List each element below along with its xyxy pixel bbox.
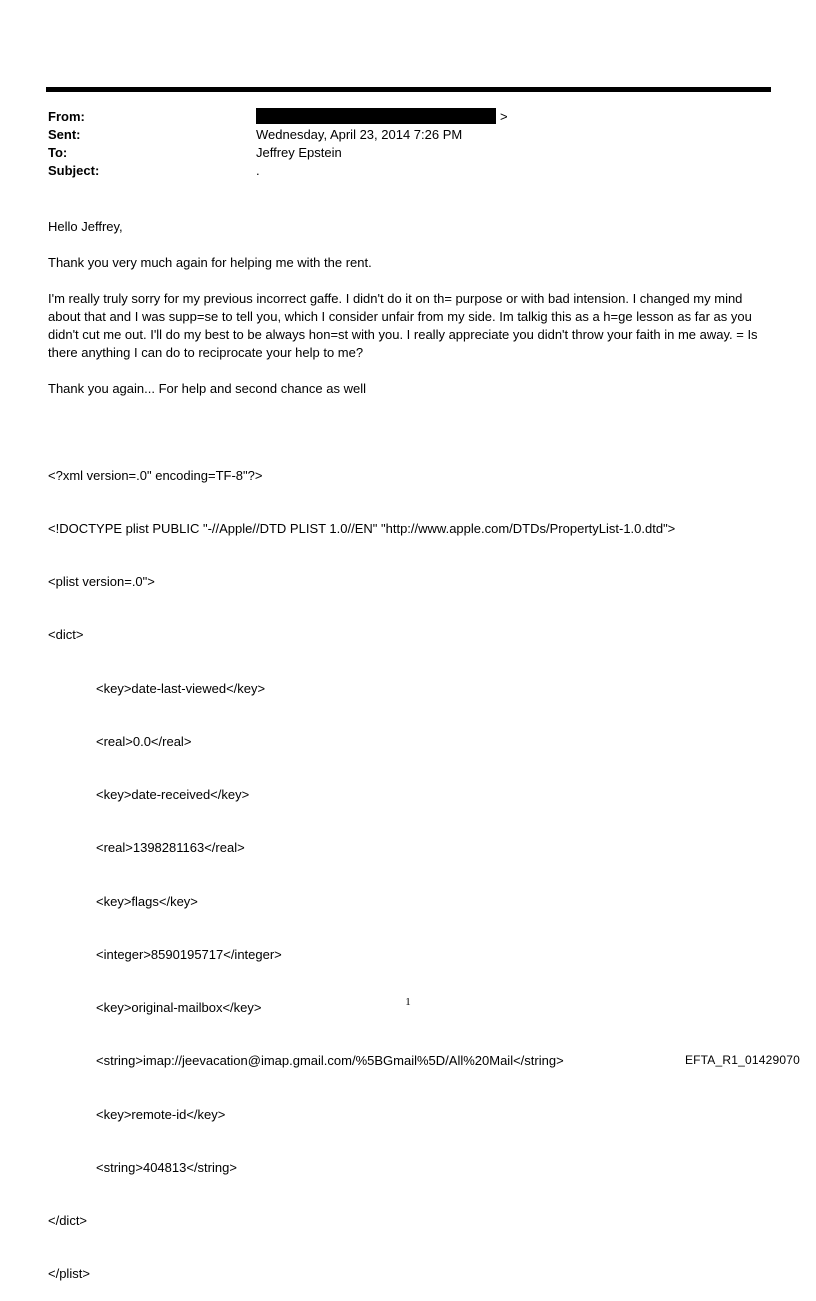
page-number: 1 (405, 996, 411, 1008)
plist-line: <integer>8590195717</integer> (96, 946, 282, 962)
subject-value: . (256, 163, 260, 178)
body-paragraph-3: Thank you again... For help and second chance as well (48, 381, 366, 396)
body-paragraph-2: I'm really truly sorry for my previous incorrect gaffe. I didn't do it on th= purpose or with bad intension. I changed my mind about that and I was supp=se to tell you, which I consider unfair from my side. Im talkig this as a h=ge lesson as far as you didn't cut me out. I'll do my best to be always hon=st with you. I really appreciate you didn't throw your faith in me away. = Is there anything I can do to reciprocate your help to me? (48, 291, 758, 360)
email-body (48, 218, 773, 416)
plist-line: <key>date-last-viewed</key> (96, 680, 266, 696)
email-header (48, 108, 768, 180)
sent-label: Sent: (48, 127, 81, 142)
from-row (48, 108, 768, 126)
sent-row (48, 126, 768, 144)
plist-line: <key>date-received</key> (96, 787, 250, 802)
plist-line: <string>404813</string> (96, 1159, 237, 1175)
plist-line: <real>0.0</real> (96, 733, 192, 749)
plist-line: </dict> (48, 1213, 88, 1228)
plist-line: <key>remote-id</key> (96, 1106, 226, 1122)
header-divider (46, 87, 771, 92)
redaction-block (256, 108, 496, 124)
sent-value: Wednesday, April 23, 2014 7:26 PM (256, 127, 463, 142)
to-label: To: (48, 145, 68, 160)
body-paragraph-1: Thank you very much again for helping me with the rent. (48, 255, 372, 270)
plist-line: </plist> (48, 1266, 90, 1282)
plist-line: <key>flags</key> (96, 893, 198, 909)
to-row (48, 144, 768, 162)
greeting: Hello Jeffrey, (48, 219, 123, 234)
plist-line: <?xml version=.0" encoding=TF-8"?> (48, 467, 263, 483)
to-value: Jeffrey Epstein (256, 145, 342, 160)
from-label: From: (48, 109, 85, 124)
plist-line: <dict> (48, 627, 84, 643)
bates-number: EFTA_R1_01429070 (684, 1053, 800, 1067)
from-value (256, 108, 508, 126)
plist-block (48, 431, 773, 1301)
plist-line: <real>1398281163</real> (96, 840, 245, 856)
plist-line: <string>imap://jeevacation@imap.gmail.com/%5BGmail%5D/All%20Mail</string> (96, 1053, 564, 1069)
subject-row (48, 162, 768, 180)
plist-line: <!DOCTYPE plist PUBLIC "-//Apple//DTD PLIST 1.0//EN" "http://www.apple.com/DTDs/PropertyList-1.0.dtd"> (48, 520, 676, 536)
subject-label: Subject: (48, 163, 100, 178)
plist-line: <key>original-mailbox</key> (96, 1000, 262, 1015)
plist-line: <plist version=.0"> (48, 574, 155, 589)
from-suffix: > (500, 109, 508, 124)
